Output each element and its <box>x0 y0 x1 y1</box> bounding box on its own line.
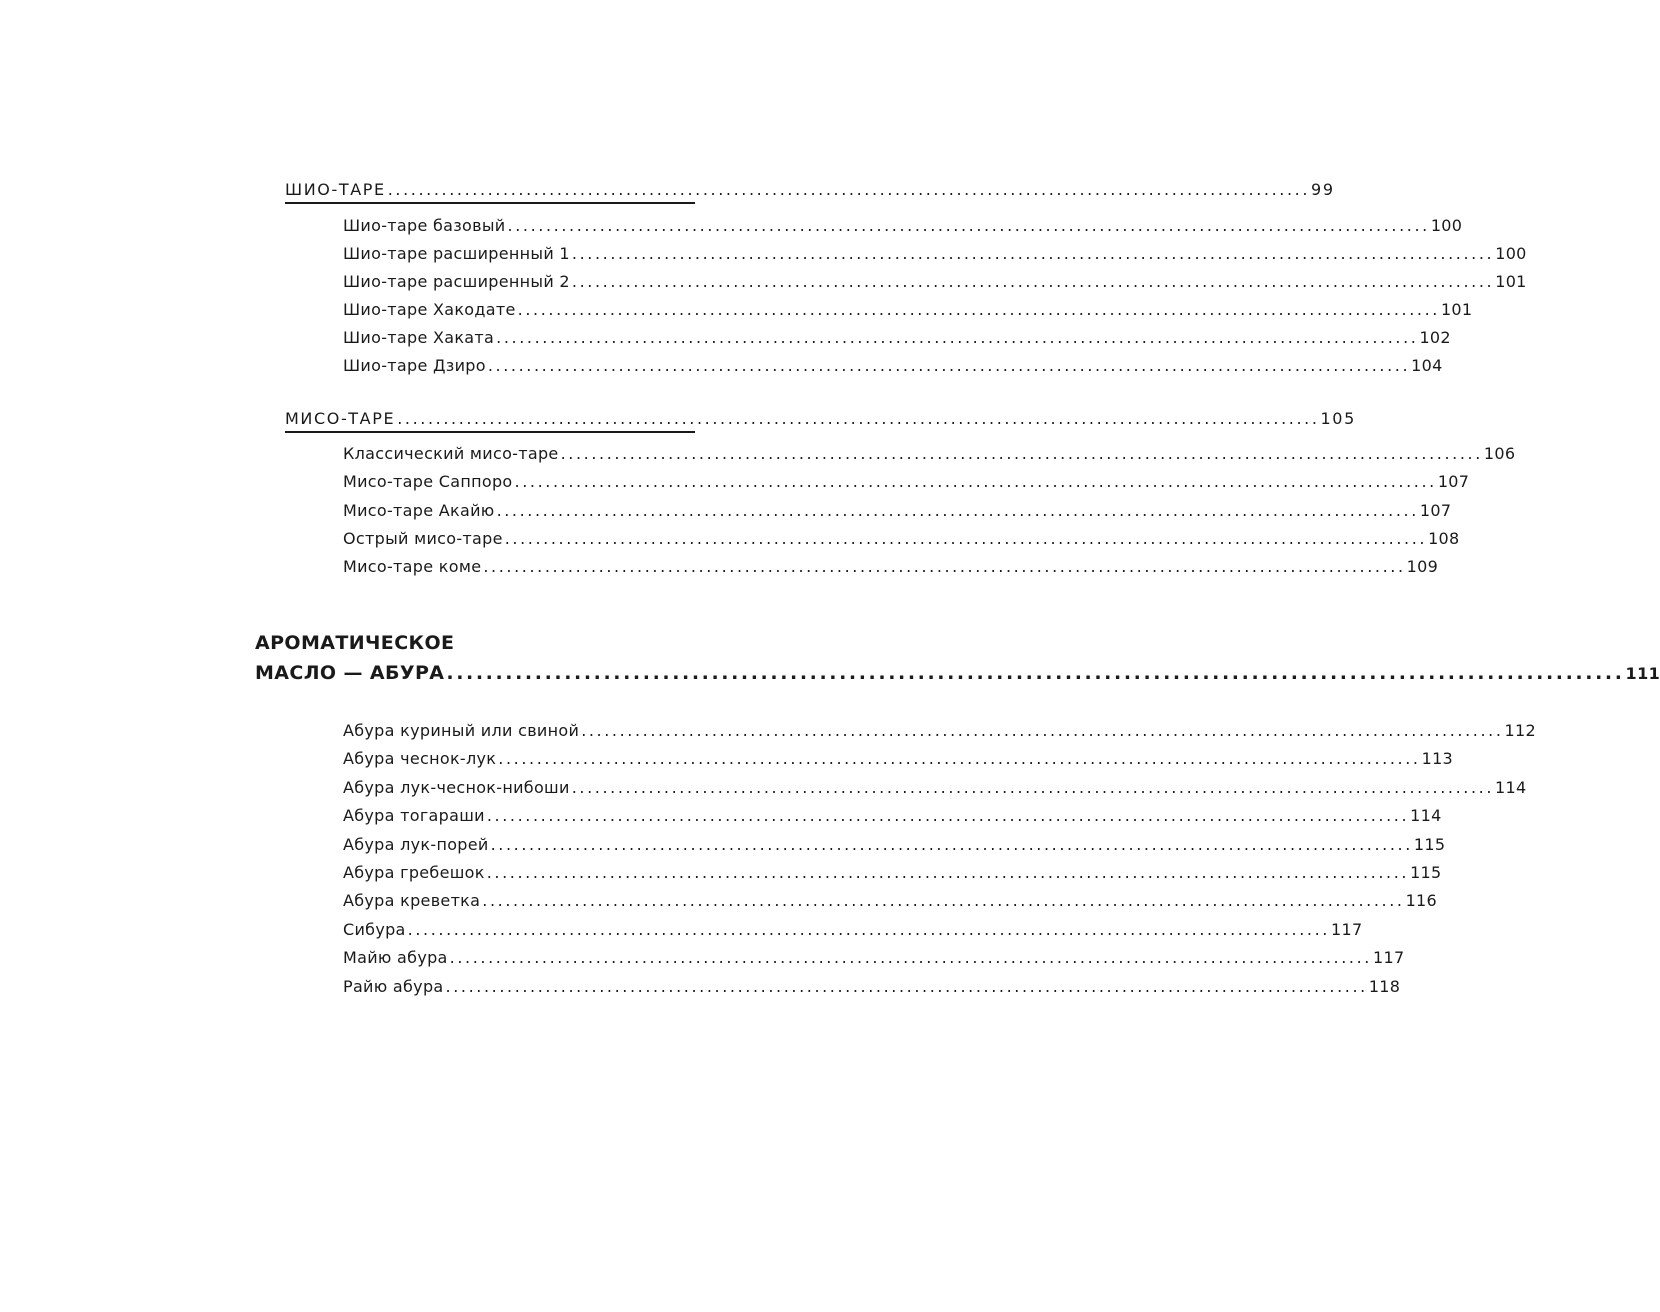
toc-item <box>343 920 1363 939</box>
toc-dot-leader: ........................................................................................................................ <box>483 557 1406 576</box>
toc-page-number: 100 <box>1430 216 1463 235</box>
toc-page-number: 111 <box>1625 664 1660 683</box>
toc-item <box>343 977 1401 996</box>
toc-item <box>343 948 1405 967</box>
chapter-title-line2: МАСЛО — АБУРА <box>255 662 445 684</box>
toc-item-title: Абура гребешок <box>343 863 485 882</box>
toc-dot-leader: ........................................................................................................................ <box>486 863 1410 882</box>
toc-item <box>343 863 1442 882</box>
toc-item-title: Райю абура <box>343 977 444 996</box>
toc-dot-leader: ........................................................................................................................ <box>397 409 1320 428</box>
toc-item <box>343 300 1473 319</box>
toc-page-number: 100 <box>1495 244 1527 263</box>
toc-dot-leader: ........................................................................................................................ <box>507 216 1430 235</box>
toc-item-title: Острый мисо-таре <box>343 529 503 548</box>
toc-dot-leader: ........................................................................................................................ <box>482 891 1405 910</box>
toc-page-number: 101 <box>1495 272 1527 291</box>
toc-item <box>343 749 1454 768</box>
toc-item <box>343 472 1470 491</box>
toc-item <box>343 557 1439 576</box>
toc-dot-leader: ........................................................................................................................ <box>407 920 1330 939</box>
section-underline <box>285 431 695 433</box>
toc-page-number: 104 <box>1411 356 1443 375</box>
toc-page-number: 108 <box>1428 529 1460 548</box>
toc-page-number: 109 <box>1406 557 1439 576</box>
toc-page-number: 117 <box>1372 948 1405 967</box>
toc-page-number: 117 <box>1330 920 1363 939</box>
toc-item-title: Классический мисо-таре <box>343 444 559 463</box>
toc-item-title: Шио-таре расширенный 2 <box>343 272 570 291</box>
toc-item-title: Мисо-таре Акайю <box>343 501 495 520</box>
toc-page-number: 99 <box>1311 180 1335 199</box>
toc-item-title: Мисо-таре коме <box>343 557 482 576</box>
toc-dot-leader: ........................................................................................................................ <box>517 300 1440 319</box>
toc-page-number: 118 <box>1368 977 1401 996</box>
toc-item <box>343 444 1516 463</box>
toc-page-number: 105 <box>1320 409 1356 428</box>
toc-page-number: 101 <box>1440 300 1473 319</box>
toc-item <box>343 721 1536 740</box>
toc-item-title: Шио-таре расширенный 1 <box>343 244 570 263</box>
toc-dot-leader: ........................................................................................................................ <box>449 948 1372 967</box>
toc-item <box>343 891 1438 910</box>
toc-dot-leader: ........................................................................................................................ <box>496 328 1419 347</box>
toc-section-shio-tare <box>285 180 1335 199</box>
toc-item <box>343 244 1527 263</box>
toc-dot-leader: ........................................................................................................................ <box>560 444 1483 463</box>
toc-item-title: Абура лук-порей <box>343 835 489 854</box>
toc-page-number: 112 <box>1504 721 1536 740</box>
toc-page-number: 106 <box>1483 444 1516 463</box>
toc-dot-leader: ........................................................................................................................ <box>486 806 1410 825</box>
toc-dot-leader: ........................................................................................................................ <box>387 180 1311 199</box>
toc-item-title: Мисо-таре Саппоро <box>343 472 513 491</box>
toc-page-number: 113 <box>1421 749 1454 768</box>
toc-page-number: 107 <box>1419 501 1452 520</box>
chapter-title-line1: АРОМАТИЧЕСКОЕ <box>255 632 455 654</box>
toc-page-number: 114 <box>1495 778 1527 797</box>
toc-item-title: Сибура <box>343 920 406 939</box>
toc-item <box>343 835 1446 854</box>
toc-item-title: Абура куриный или свиной <box>343 721 580 740</box>
toc-item <box>343 529 1460 548</box>
toc-dot-leader: ........................................................................................................................ <box>571 778 1495 797</box>
toc-page-number: 107 <box>1437 472 1470 491</box>
toc-item-title: Абура чеснок-лук <box>343 749 497 768</box>
toc-dot-leader: ........................................................................................................................ <box>571 272 1495 291</box>
toc-item-title: Майю абура <box>343 948 448 967</box>
toc-dot-leader: ........................................................................................................................ <box>581 721 1504 740</box>
toc-page-number: 102 <box>1419 328 1451 347</box>
toc-section-miso-tare <box>285 409 1356 428</box>
section-underline <box>285 202 695 204</box>
toc-item <box>343 216 1463 235</box>
toc-page-number: 115 <box>1410 863 1442 882</box>
toc-item <box>343 501 1452 520</box>
toc-item <box>343 806 1442 825</box>
toc-section-title: ШИО-ТАРЕ <box>285 180 386 199</box>
toc-item-title: Шио-таре Хаката <box>343 328 495 347</box>
toc-dot-leader: ........................................................................................................................ <box>487 356 1411 375</box>
toc-item <box>343 356 1443 375</box>
toc-page-number: 116 <box>1405 891 1438 910</box>
toc-page-number: 114 <box>1410 806 1442 825</box>
toc-item-title: Абура лук-чеснок-нибоши <box>343 778 570 797</box>
toc-chapter-abura <box>255 662 1660 684</box>
toc-item <box>343 272 1527 291</box>
toc-section-title: МИСО-ТАРЕ <box>285 409 396 428</box>
toc-item-title: Шио-таре Хакодате <box>343 300 516 319</box>
toc-dot-leader: ........................................................................................................................ <box>514 472 1437 491</box>
toc-dot-leader: ........................................................................................................................ <box>445 977 1368 996</box>
toc-item-title: Шио-таре базовый <box>343 216 506 235</box>
toc-item-title: Абура креветка <box>343 891 481 910</box>
toc-item-title: Абура тогараши <box>343 806 485 825</box>
toc-dot-leader: ........................................................................................................................ <box>490 835 1413 854</box>
toc-dot-leader: ........................................................................................................................ <box>496 501 1419 520</box>
toc-item <box>343 778 1527 797</box>
toc-dot-leader: ........................................................................................................................ <box>446 662 1625 684</box>
toc-page-number: 115 <box>1413 835 1446 854</box>
toc-item <box>343 328 1451 347</box>
toc-dot-leader: ........................................................................................................................ <box>498 749 1421 768</box>
toc-item-title: Шио-таре Дзиро <box>343 356 486 375</box>
toc-dot-leader: ........................................................................................................................ <box>571 244 1495 263</box>
toc-dot-leader: ........................................................................................................................ <box>504 529 1428 548</box>
